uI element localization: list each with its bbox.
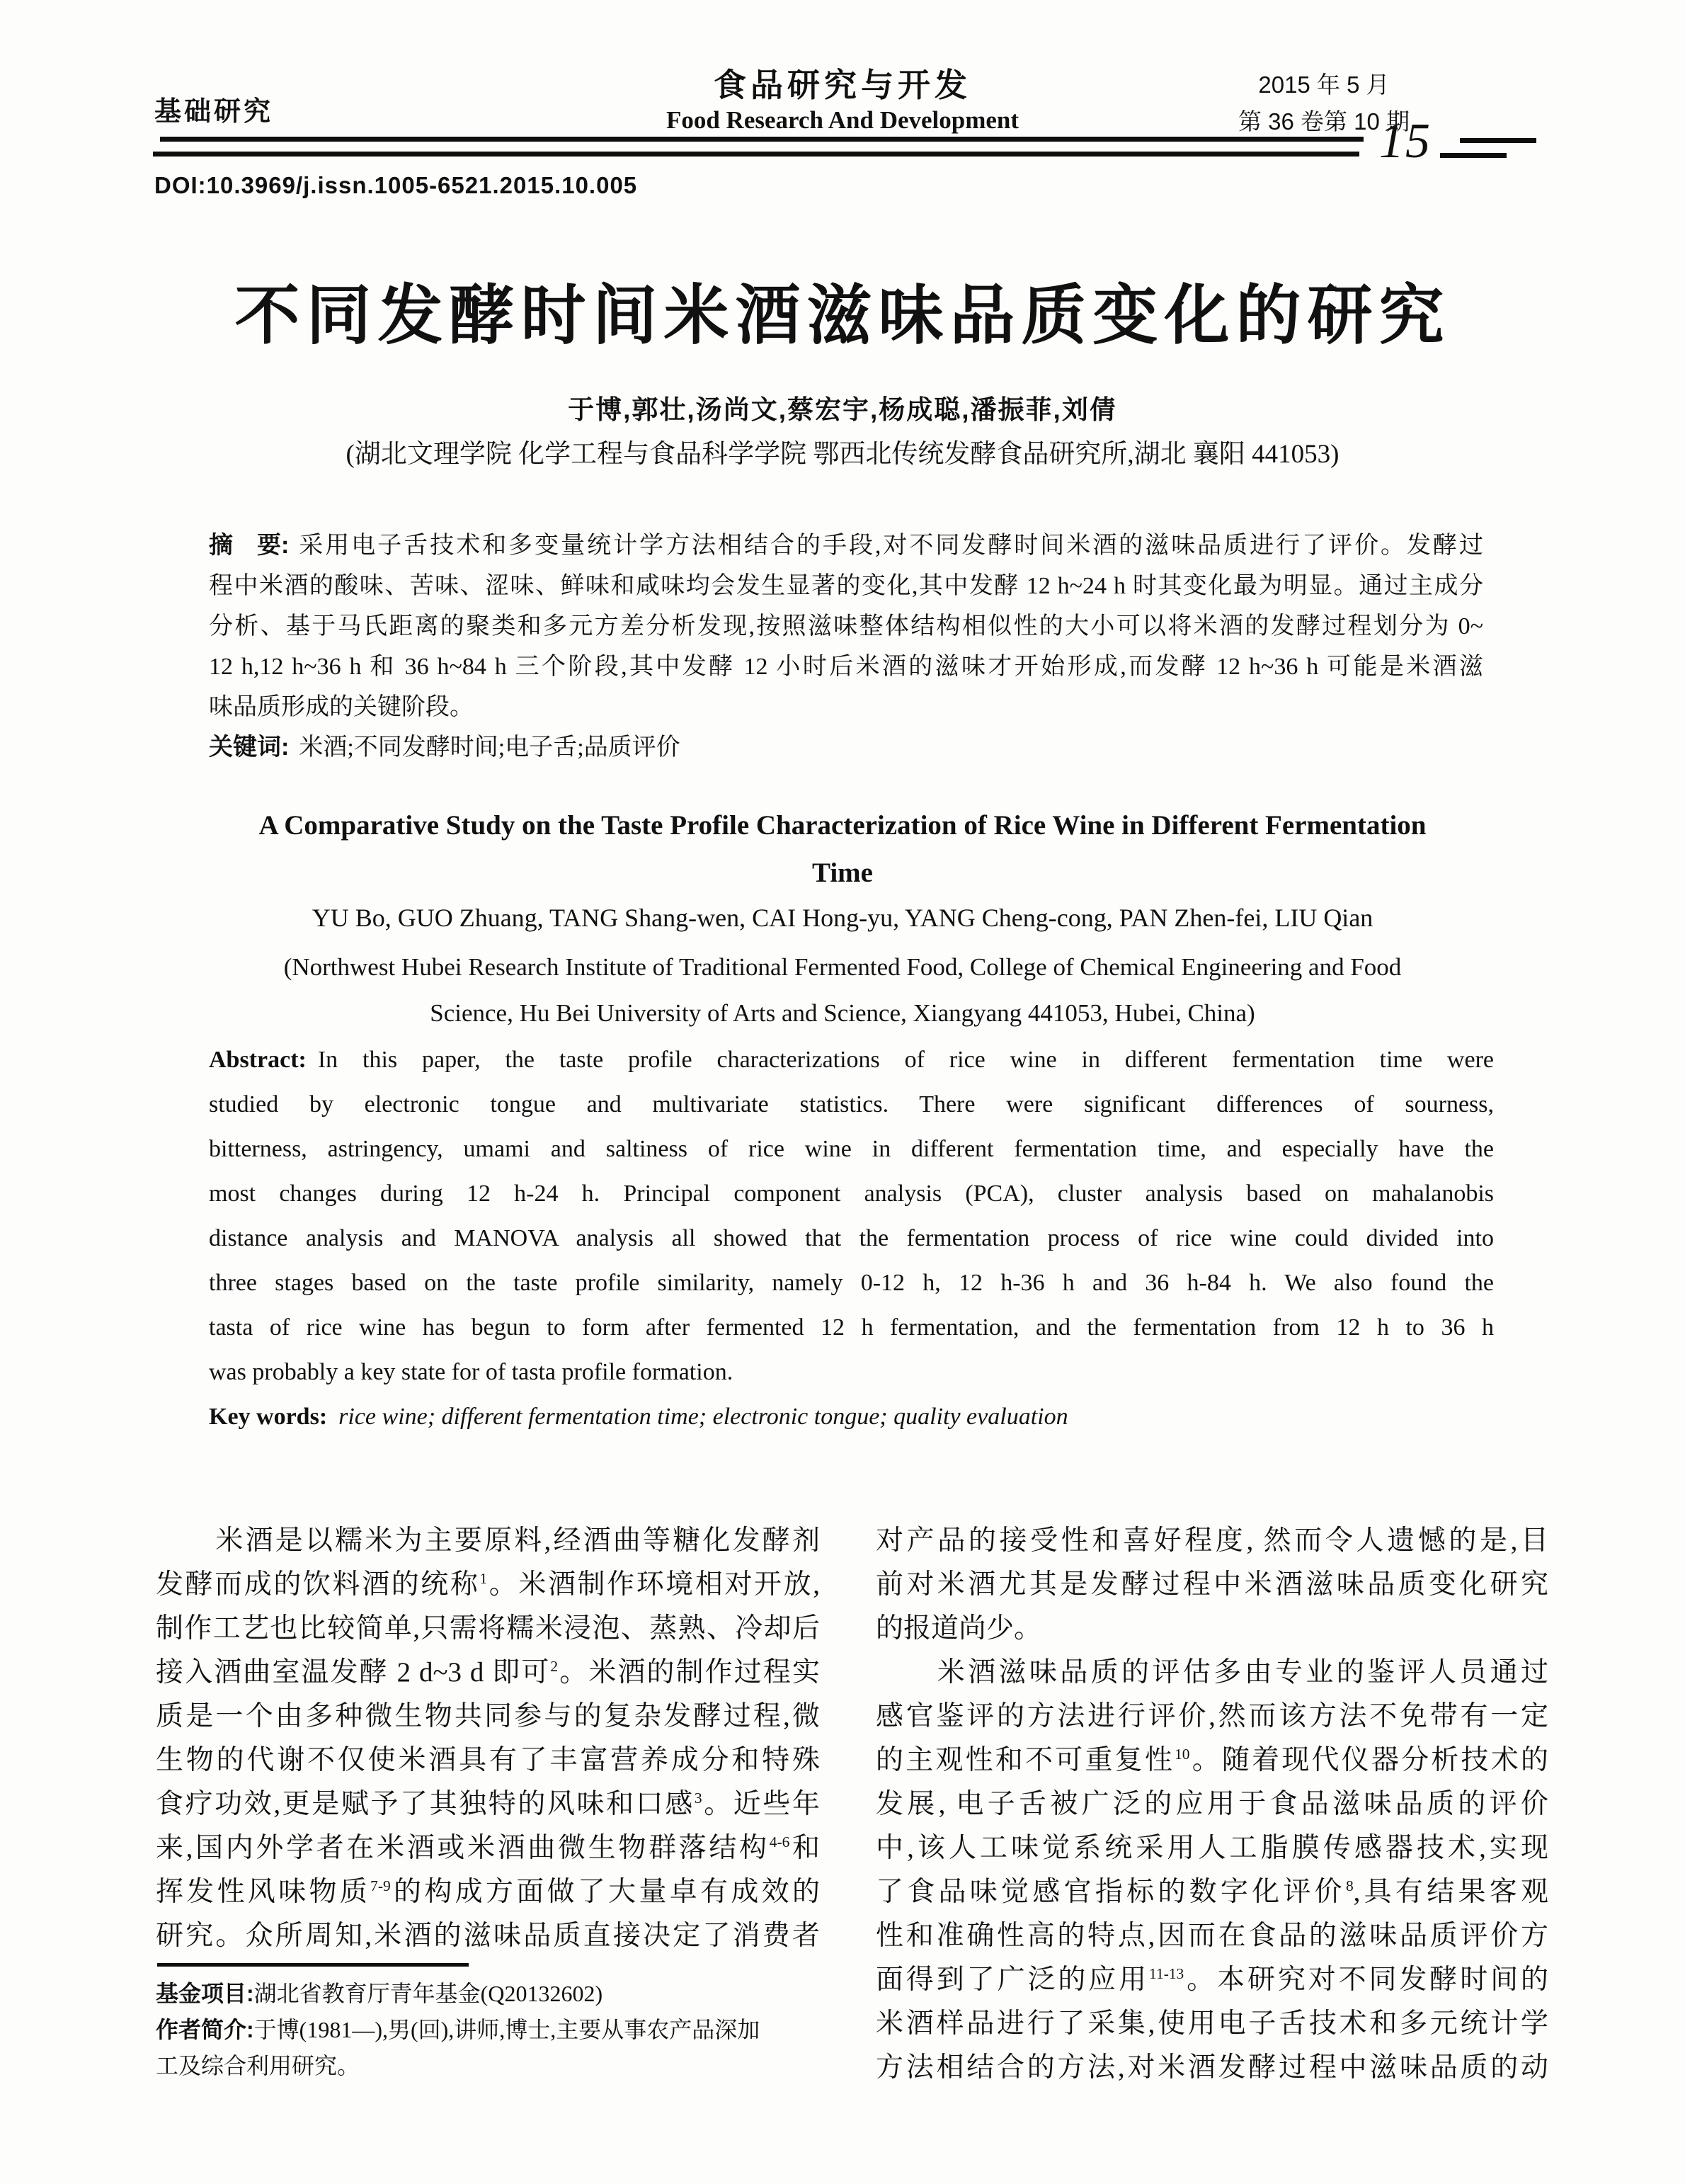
author-bio-text-line1: 于博(1981—),男(回),讲师,博士,主要从事农产品深加: [253, 2017, 760, 2042]
abstract-en-first-row: [209, 1037, 1494, 1082]
keywords-cn-text: 米酒;不同发酵时间;电子舌;品质评价: [299, 734, 680, 761]
page-number-dash-top: [1460, 138, 1536, 143]
text-line: studied by electronic tongue and multivariate statistics. There were significant differences of sourness,: [209, 1091, 1494, 1117]
text-line: 了食品味觉感官指标的数字化评价$^8$,具有结果客观: [876, 1877, 1548, 1907]
text-line: 面得到了广泛的应用$^{11-13}$。本研究对不同发酵时间的: [876, 1964, 1548, 1995]
authors-cn: 于博,郭壮,汤尚文,蔡宏宇,杨成聪,潘振菲,刘倩: [568, 395, 1117, 424]
keywords-en-text: rice wine; different fermentation time; electronic tongue; quality evaluation: [338, 1404, 1068, 1430]
text-line: (Northwest Hubei Research Institute of Traditional Fermented Food, College of Chemical Engineering and Food: [283, 953, 1402, 981]
abstract-cn: [209, 525, 1483, 768]
text-line: 中,该人工味觉系统采用人工脂膜传感器技术,实现: [876, 1833, 1548, 1863]
abstract-cn-first-line: 采用电子舌技术和多变量统计学方法相结合的手段,对不同发酵时间米酒的滋味品质进行了评价。发酵过: [299, 533, 1483, 559]
abstract-cn-first-row: [209, 525, 1483, 566]
text-line: tasta of rice wine has begun to form after fermented 12 h fermentation, and the fermentation from 12 h to 36 h: [209, 1314, 1494, 1341]
text-line: 挥发性风味物质$^{7-9}$的构成方面做了大量卓有成效的: [156, 1877, 820, 1907]
keywords-en-row: [209, 1394, 1494, 1439]
text-line: 对产品的接受性和喜好程度, 然而令人遗憾的是,目: [876, 1525, 1548, 1556]
text-line: three stages based on the taste profile similarity, namely 0-12 h, 12 h-36 h and 36 h-84 h. We also found the: [209, 1270, 1494, 1296]
fund-row: [156, 1976, 825, 2012]
header-rule-top: [160, 137, 1364, 142]
text-line: 分析、基于马氏距离的聚类和多元方差分析发现,按照滋味整体结构相似性的大小可以将米酒的发酵过程划分为 0~: [209, 613, 1483, 639]
text-line: was probably a key state for of tasta profile formation.: [209, 1359, 733, 1385]
text-line: 质是一个由多种微生物共同参与的复杂发酵过程,微: [156, 1701, 820, 1731]
fund-text: 湖北省教育厅青年基金(Q20132602): [253, 1981, 603, 2006]
abstract-en-lines: [209, 1082, 1494, 1394]
text-line: 方法相结合的方法,对米酒发酵过程中滋味品质的动: [876, 2052, 1548, 2083]
text-line: Science, Hu Bei University of Arts and Science, Xiangyang 441053, Hubei, China): [430, 999, 1255, 1027]
journal-title-en: Food Research And Development: [666, 106, 1019, 134]
text-line: 的主观性和不可重复性$^{10}$。随着现代仪器分析技术的: [876, 1745, 1548, 1775]
text-line: 米酒样品进行了采集,使用电子舌技术和多元统计学: [876, 2008, 1548, 2039]
text-line: 性和准确性高的特点,因而在食品的滋味品质评价方: [876, 1921, 1548, 1951]
article-title-en-line1: A Comparative Study on the Taste Profile Characterization of Rice Wine in Different Fermentation: [258, 810, 1427, 841]
abstract-cn-lines: [209, 566, 1483, 727]
keywords-cn-row: [209, 727, 1483, 768]
text-line: 制作工艺也比较简单,只需将糯米浸泡、蒸熟、冷却后: [156, 1613, 820, 1644]
text-line: 食疗功效,更是赋予了其独特的风味和口感$^3$。近些年: [156, 1789, 820, 1819]
authors-en: YU Bo, GUO Zhuang, TANG Shang-wen, CAI Hong-yu, YANG Cheng-cong, PAN Zhen-fei, LIU Qian: [312, 904, 1373, 932]
text-line: 生物的代谢不仅使米酒具有了丰富营养成分和特殊: [156, 1745, 820, 1775]
text-line: 米酒滋味品质的评估多由专业的鉴评人员通过: [876, 1657, 1548, 1688]
abstract-en: [209, 1037, 1494, 1439]
text-line: 程中米酒的酸味、苦味、涩味、鲜味和咸味均会发生显著的变化,其中发酵 12 h~24 h 时其变化最为明显。通过主成分: [209, 573, 1483, 599]
body-column-left: [156, 1519, 820, 1958]
header-rule-bottom: [153, 152, 1359, 157]
author-bio-row: [156, 2012, 825, 2048]
text-line: most changes during 12 h-24 h. Principal component analysis (PCA), cluster analysis based on mahalanobis: [209, 1181, 1494, 1207]
fund-label: 基金项目:: [156, 1981, 254, 2006]
column-section-label: 基础研究: [154, 97, 274, 127]
text-line: 12 h,12 h~36 h 和 36 h~84 h 三个阶段,其中发酵 12 小时后米酒的滋味才开始形成,而发酵 12 h~36 h 可能是米酒滋: [209, 654, 1483, 680]
article-title-cn: 不同发酵时间米酒滋味品质变化的研究: [234, 280, 1451, 352]
text-line: 前对米酒尤其是发酵过程中米酒滋味品质变化研究: [876, 1569, 1548, 1600]
body-column-right: [876, 1519, 1548, 2090]
keywords-en-label: Key words:: [209, 1404, 328, 1430]
text-line: 接入酒曲室温发酵 2 d~3 d 即可$^2$。米酒的制作过程实: [156, 1657, 820, 1688]
text-line: 味品质形成的关键阶段。: [209, 694, 474, 720]
doi: DOI:10.3969/j.issn.1005-6521.2015.10.005: [154, 172, 638, 198]
journal-title-cn: 食品研究与开发: [714, 67, 971, 103]
issue-volume-number: 第 36 卷第 10 期: [1238, 108, 1410, 135]
text-line: 的报道尚少。: [876, 1613, 1042, 1644]
affiliation-en: [0, 944, 1685, 1036]
keywords-cn-label: 关键词:: [209, 734, 290, 761]
text-line: 感官鉴评的方法进行评价,然而该方法不免带有一定: [876, 1701, 1548, 1731]
author-bio-text-line2: 工及综合利用研究。: [156, 2053, 360, 2078]
abstract-en-label: Abstract:: [209, 1047, 307, 1073]
article-title-en-line2: Time: [812, 858, 873, 888]
page-number-dash-bottom: [1440, 153, 1507, 158]
author-bio-label: 作者简介:: [156, 2017, 254, 2042]
abstract-cn-label: 摘 要:: [209, 532, 290, 559]
text-line: bitterness, astringency, umami and saltiness of rice wine in different fermentation time, and especially have the: [209, 1136, 1494, 1162]
text-line: 来,国内外学者在米酒或米酒曲微生物群落结构$^{4-6}$和: [156, 1833, 820, 1863]
text-line: 研究。众所周知,米酒的滋味品质直接决定了消费者: [156, 1921, 820, 1951]
issue-date: 2015 年 5 月: [1258, 72, 1390, 98]
page-number: 15: [1379, 114, 1432, 169]
footnote-rule: [157, 1963, 469, 1967]
affiliation-cn: (湖北文理学院 化学工程与食品科学学院 鄂西北传统发酵食品研究所,湖北 襄阳 441053): [345, 440, 1340, 469]
text-line: 米酒是以糯米为主要原料,经酒曲等糖化发酵剂: [156, 1525, 820, 1556]
text-line: distance analysis and MANOVA analysis all showed that the fermentation process of rice wine could divided into: [209, 1225, 1494, 1251]
text-line: 发展, 电子舌被广泛的应用于食品滋味品质的评价: [876, 1789, 1548, 1819]
text-line: 发酵而成的饮料酒的统称$^1$。米酒制作环境相对开放,: [156, 1569, 820, 1600]
abstract-en-first-line: In this paper, the taste profile characterizations of rice wine in different fermentation time were: [317, 1047, 1494, 1073]
footnote: [156, 1976, 825, 2084]
